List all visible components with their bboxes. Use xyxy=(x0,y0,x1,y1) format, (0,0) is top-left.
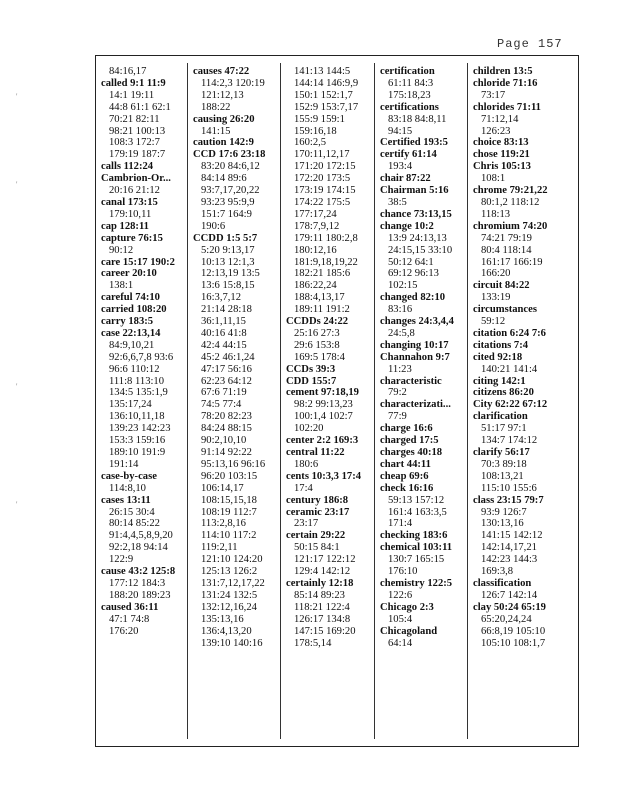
index-page-refs: 181:9,18,19,22 xyxy=(294,256,358,268)
index-term: cited 92:18 xyxy=(473,351,523,363)
index-page-refs: 12:13,19 13:5 xyxy=(201,268,260,280)
index-page-refs: 122:6 xyxy=(388,589,413,601)
index-page-refs: 64:14 xyxy=(388,637,413,649)
index-page-refs: 119:2,11 xyxy=(201,542,238,554)
index-page-refs: 129:4 142:12 xyxy=(294,566,351,578)
index-page-refs: 130:13,16 xyxy=(481,518,524,530)
index-term: changes 24:3,4,4 xyxy=(380,316,454,328)
index-term: citations 7:4 xyxy=(473,339,529,351)
index-page-refs: 84:16,17 xyxy=(109,66,147,77)
index-page-refs: 40:16 41:8 xyxy=(201,327,247,339)
index-page-refs: 84:14 89:6 xyxy=(201,173,247,185)
index-term: circuit 84:22 xyxy=(473,280,530,292)
index-page-refs: 21:14 28:18 xyxy=(201,304,252,316)
index-page-refs: 51:17 97:1 xyxy=(481,423,527,435)
index-page-refs: 62:23 64:12 xyxy=(201,375,252,387)
index-term: Certified 193:5 xyxy=(380,137,448,149)
index-term: checking 183:6 xyxy=(380,530,448,542)
index-page-refs: 106:14,17 xyxy=(201,482,244,494)
index-page-refs: 142:23 144:3 xyxy=(481,554,538,566)
index-page-refs: 126:7 142:14 xyxy=(481,589,538,601)
index-page-refs: 180:6 xyxy=(294,458,319,470)
index-page-refs: 140:21 141:4 xyxy=(481,363,538,375)
index-term: ceramic 23:17 xyxy=(286,506,350,518)
index-page-refs: 161:4 163:3,5 xyxy=(388,506,447,518)
index-term: certification xyxy=(380,66,435,77)
index-page-refs: 102:20 xyxy=(294,423,324,435)
index-page-refs: 29:6 153:8 xyxy=(294,339,340,351)
index-page-refs: 170:11,12,17 xyxy=(294,149,350,161)
index-page-refs: 153:3 159:16 xyxy=(109,435,166,447)
index-term: cement 97:18,19 xyxy=(286,387,359,399)
index-page-refs: 160:2,5 xyxy=(294,137,327,149)
index-page-refs: 24:5,8 xyxy=(388,327,415,339)
index-page-refs: 131:7,12,17,22 xyxy=(201,577,265,589)
index-term: charge 16:6 xyxy=(380,423,433,435)
index-page-refs: 178:5,14 xyxy=(294,637,332,649)
index-page-refs: 95:13,16 96:16 xyxy=(201,458,266,470)
index-page-refs: 73:17 xyxy=(481,89,506,101)
margin-mark: ' xyxy=(16,500,18,509)
index-term: calls 112:24 xyxy=(101,161,154,173)
index-page-refs: 159:16,18 xyxy=(294,125,337,137)
index-page-refs: 59:13 157:12 xyxy=(388,494,445,506)
index-page-refs: 100:1,4 102:7 xyxy=(294,411,353,423)
index-page-refs: 71:12,14 xyxy=(481,113,519,125)
index-term: certain 29:22 xyxy=(286,530,346,542)
index-page-refs: 91:14 92:22 xyxy=(201,447,252,458)
index-page-refs: 138:1 xyxy=(109,280,134,292)
index-page-refs: 180:12,16 xyxy=(294,244,337,256)
index-page-refs: 133:19 xyxy=(481,292,511,304)
index-column-1 xyxy=(101,66,189,638)
index-page-refs: 79:2 xyxy=(388,387,407,399)
index-term: CCDs 39:3 xyxy=(286,363,336,375)
index-page-refs: 105:10 108:1,7 xyxy=(481,637,546,649)
index-page-refs: 69:12 96:13 xyxy=(388,268,439,280)
index-page-refs: 126:17 134:8 xyxy=(294,613,351,625)
index-page-refs: 11:23 xyxy=(388,363,412,375)
index-page-refs: 114:2,3 120:19 xyxy=(201,77,265,89)
index-page-refs: 111:8 113:10 xyxy=(109,375,165,387)
index-term: changed 82:10 xyxy=(380,292,446,304)
index-term: causes 47:22 xyxy=(193,66,250,77)
index-term: citizens 86:20 xyxy=(473,387,534,399)
index-term: class 23:15 79:7 xyxy=(473,494,544,506)
index-term: canal 173:15 xyxy=(101,196,158,208)
index-term: causing 26:20 xyxy=(193,113,255,125)
index-page-refs: 67:6 71:19 xyxy=(201,387,247,399)
index-page-refs: 135:13,16 xyxy=(201,613,244,625)
index-term: change 10:2 xyxy=(380,220,434,232)
index-page-refs: 134:5 135:1,9 xyxy=(109,387,168,399)
index-page-refs: 25:16 27:3 xyxy=(294,327,340,339)
index-page-refs: 47:17 56:16 xyxy=(201,363,252,375)
index-term: chose 119:21 xyxy=(473,149,530,161)
column-divider xyxy=(374,63,375,739)
index-page-refs: 169:5 178:4 xyxy=(294,351,345,363)
index-page-refs: 186:22,24 xyxy=(294,280,337,292)
index-term: cause 43:2 125:8 xyxy=(101,566,176,578)
index-page-refs: 17:4 xyxy=(294,482,313,494)
index-page-refs: 74:21 79:19 xyxy=(481,232,532,244)
index-page-refs: 10:13 12:1,3 xyxy=(201,256,255,268)
index-term: carried 108:20 xyxy=(101,304,167,316)
index-term: choice 83:13 xyxy=(473,137,529,149)
index-term: caused 36:11 xyxy=(101,601,159,613)
index-term: charged 17:5 xyxy=(380,435,439,447)
index-page-refs: 80:14 85:22 xyxy=(109,518,160,530)
index-page-refs: 177:12 184:3 xyxy=(109,577,166,589)
index-page-refs: 98:2 99:13,23 xyxy=(294,399,353,411)
index-term: Chairman 5:16 xyxy=(380,185,449,197)
index-page-refs: 182:21 185:6 xyxy=(294,268,351,280)
index-term: cases 13:11 xyxy=(101,494,151,506)
index-page-refs: 131:24 132:5 xyxy=(201,589,258,601)
margin-mark: ' xyxy=(16,382,18,391)
index-page-refs: 77:9 xyxy=(388,411,407,423)
index-page-refs: 115:10 155:6 xyxy=(481,482,537,494)
index-page-refs: 47:1 74:8 xyxy=(109,613,150,625)
index-column-3 xyxy=(286,66,374,649)
index-page-refs: 96:20 103:15 xyxy=(201,470,258,482)
index-page-refs: 166:20 xyxy=(481,268,511,280)
index-page-refs: 5:20 9:13,17 xyxy=(201,244,255,256)
index-page-refs: 189:10 191:9 xyxy=(109,447,166,458)
index-term: City 62:22 67:12 xyxy=(473,399,548,411)
index-page-refs: 70:3 89:18 xyxy=(481,458,527,470)
index-term: chair 87:22 xyxy=(380,173,431,185)
index-term: Cambrion-Or... xyxy=(101,173,171,185)
index-term: care 15:17 190:2 xyxy=(101,256,175,268)
index-page-refs: 141:13 144:5 xyxy=(294,66,351,77)
index-page-refs: 108:3 172:7 xyxy=(109,137,160,149)
index-page-refs: 132:12,16,24 xyxy=(201,601,257,613)
index-page-refs: 171:4 xyxy=(388,518,413,530)
index-page-refs: 91:4,4,5,8,9,20 xyxy=(109,530,173,542)
index-term: case 22:13,14 xyxy=(101,327,161,339)
index-page-refs: 122:9 xyxy=(109,554,134,566)
index-term: children 13:5 xyxy=(473,66,533,77)
index-term: clay 50:24 65:19 xyxy=(473,601,546,613)
index-page-refs: 50:15 84:1 xyxy=(294,542,340,554)
index-column-2 xyxy=(193,66,281,649)
index-term: citing 142:1 xyxy=(473,375,526,387)
index-page-refs: 141:15 xyxy=(201,125,231,137)
index-page-refs: 169:3,8 xyxy=(481,566,514,578)
page-title: Page 157 xyxy=(497,37,563,51)
index-page-refs: 135:17,24 xyxy=(109,399,152,411)
index-page-refs: 74:5 77:4 xyxy=(201,399,242,411)
index-page-refs: 172:20 173:5 xyxy=(294,173,351,185)
index-page-refs: 114:8,10 xyxy=(109,482,146,494)
index-term: central 11:22 xyxy=(286,447,345,458)
index-page-refs: 155:9 159:1 xyxy=(294,113,345,125)
index-page-refs: 171:20 172:15 xyxy=(294,161,356,173)
index-page-refs: 80:4 118:14 xyxy=(481,244,532,256)
index-page-refs: 151:7 164:9 xyxy=(201,208,252,220)
index-page-refs: 84:9,10,21 xyxy=(109,339,155,351)
index-page-refs: 125:13 126:2 xyxy=(201,566,258,578)
index-page-refs: 190:6 xyxy=(201,220,226,232)
index-page-refs: 94:15 xyxy=(388,125,413,137)
index-page-refs: 134:7 174:12 xyxy=(481,435,538,447)
index-page-refs: 139:23 142:23 xyxy=(109,423,171,435)
index-page-refs: 142:14,17,21 xyxy=(481,542,537,554)
index-term: case-by-case xyxy=(101,470,157,482)
index-page-refs: 193:4 xyxy=(388,161,413,173)
index-page-refs: 20:16 21:12 xyxy=(109,185,160,197)
index-term: careful 74:10 xyxy=(101,292,160,304)
index-page-refs: 80:1,2 118:12 xyxy=(481,196,540,208)
index-page-refs: 121:10 124:20 xyxy=(201,554,263,566)
index-page-refs: 83:20 84:6,12 xyxy=(201,161,260,173)
index-page-refs: 188:4,13,17 xyxy=(294,292,345,304)
index-term: CDD 155:7 xyxy=(286,375,337,387)
index-term: chance 73:13,15 xyxy=(380,208,452,220)
index-term: caution 142:9 xyxy=(193,137,254,149)
index-page-refs: 84:24 88:15 xyxy=(201,423,252,435)
index-term: chloride 71:16 xyxy=(473,77,538,89)
index-page-refs: 136:10,11,18 xyxy=(109,411,165,423)
index-column-5 xyxy=(473,66,561,649)
index-page-refs: 90:2,10,10 xyxy=(201,435,247,447)
index-page-refs: 85:14 89:23 xyxy=(294,589,345,601)
index-page-refs: 136:4,13,20 xyxy=(201,625,252,637)
index-page-refs: 78:20 82:23 xyxy=(201,411,252,423)
index-page-refs: 176:20 xyxy=(109,625,139,637)
index-term: cheap 69:6 xyxy=(380,470,429,482)
index-page-refs: 178:7,9,12 xyxy=(294,220,340,232)
index-page-refs: 13:9 24:13,13 xyxy=(388,232,447,244)
index-term: certainly 12:18 xyxy=(286,577,354,589)
index-term: cents 10:3,3 17:4 xyxy=(286,470,362,482)
index-term: chart 44:11 xyxy=(380,458,431,470)
index-page-refs: 113:2,8,16 xyxy=(201,518,246,530)
index-term: chrome 79:21,22 xyxy=(473,185,548,197)
index-term: CCDD 1:5 5:7 xyxy=(193,232,258,244)
index-term: characteristic xyxy=(380,375,442,387)
index-page-refs: 174:22 175:5 xyxy=(294,196,351,208)
index-page-refs: 108:13,21 xyxy=(481,470,524,482)
index-term: carry 183:5 xyxy=(101,316,154,328)
index-page-refs: 98:21 100:13 xyxy=(109,125,166,137)
index-page-refs: 152:9 153:7,17 xyxy=(294,101,359,113)
index-page-refs: 102:15 xyxy=(388,280,418,292)
index-page-refs: 139:10 140:16 xyxy=(201,637,263,649)
index-page-refs: 176:10 xyxy=(388,566,418,578)
index-page-refs: 118:21 122:4 xyxy=(294,601,350,613)
index-page-refs: 130:7 165:15 xyxy=(388,554,445,566)
index-page-refs: 93:9 126:7 xyxy=(481,506,527,518)
index-page-refs: 59:12 xyxy=(481,316,506,328)
index-page-refs: 121:12,13 xyxy=(201,89,244,101)
index-page-refs: 179:10,11 xyxy=(109,208,152,220)
index-term: classification xyxy=(473,577,532,589)
margin-mark: ' xyxy=(16,92,18,101)
index-term: Chris 105:13 xyxy=(473,161,531,173)
index-term: called 9:1 11:9 xyxy=(101,77,166,89)
index-term: charges 40:18 xyxy=(380,447,443,458)
index-page-refs: 16:3,7,12 xyxy=(201,292,242,304)
index-page-refs: 36:1,11,15 xyxy=(201,316,246,328)
index-page-refs: 188:20 189:23 xyxy=(109,589,171,601)
index-page-refs: 92:2,18 94:14 xyxy=(109,542,168,554)
index-term: characterizati... xyxy=(380,399,451,411)
index-term: capture 76:15 xyxy=(101,232,163,244)
index-page-refs: 61:11 84:3 xyxy=(388,77,434,89)
index-page-refs: 45:2 46:1,24 xyxy=(201,351,255,363)
index-page-refs: 118:13 xyxy=(481,208,511,220)
index-page-refs: 13:6 15:8,15 xyxy=(201,280,255,292)
index-column-4 xyxy=(380,66,468,649)
index-term: citation 6:24 7:6 xyxy=(473,327,546,339)
index-page-refs: 66:8,19 105:10 xyxy=(481,625,546,637)
index-page-refs: 108:19 112:7 xyxy=(201,506,257,518)
index-page-refs: 177:17,24 xyxy=(294,208,337,220)
index-term: Chicago 2:3 xyxy=(380,601,434,613)
index-term: clarification xyxy=(473,411,528,423)
index-page-refs: 42:4 44:15 xyxy=(201,339,247,351)
index-term: chemistry 122:5 xyxy=(380,577,453,589)
index-page-refs: 23:17 xyxy=(294,518,319,530)
index-page-refs: 92:6,6,7,8 93:6 xyxy=(109,351,174,363)
index-page-refs: 189:11 191:2 xyxy=(294,304,350,316)
index-page-refs: 114:10 117:2 xyxy=(201,530,257,542)
index-term: CCD 17:6 23:18 xyxy=(193,149,266,161)
index-page-refs: 70:21 82:11 xyxy=(109,113,160,125)
index-page-refs: 191:14 xyxy=(109,458,139,470)
index-page-refs: 83:16 xyxy=(388,304,413,316)
index-term: cap 128:11 xyxy=(101,220,149,232)
index-page-refs: 175:18,23 xyxy=(388,89,431,101)
index-page-refs: 147:15 169:20 xyxy=(294,625,356,637)
index-page-refs: 179:11 180:2,8 xyxy=(294,232,358,244)
index-page-refs: 83:18 84:8,11 xyxy=(388,113,447,125)
index-page-refs: 50:12 64:1 xyxy=(388,256,434,268)
index-page-refs: 105:4 xyxy=(388,613,413,625)
index-page-refs: 150:1 152:1,7 xyxy=(294,89,353,101)
index-term: chemical 103:11 xyxy=(380,542,453,554)
index-page-refs: 93:7,17,20,22 xyxy=(201,185,260,197)
index-page-refs: 141:15 142:12 xyxy=(481,530,543,542)
index-page-refs: 126:23 xyxy=(481,125,511,137)
index-term: CCDDs 24:22 xyxy=(286,316,349,328)
index-term: circumstances xyxy=(473,304,537,316)
index-term: center 2:2 169:3 xyxy=(286,435,359,447)
index-page-refs: 179:19 187:7 xyxy=(109,149,166,161)
index-term: certify 61:14 xyxy=(380,149,437,161)
index-page-refs: 188:22 xyxy=(201,101,231,113)
index-page-refs: 26:15 30:4 xyxy=(109,506,155,518)
index-page-refs: 108:1 xyxy=(481,173,506,185)
index-page-refs: 65:20,24,24 xyxy=(481,613,532,625)
index-term: career 20:10 xyxy=(101,268,157,280)
index-term: check 16:16 xyxy=(380,482,434,494)
index-term: certifications xyxy=(380,101,439,113)
index-page-refs: 14:1 19:11 xyxy=(109,89,155,101)
index-page-refs: 173:19 174:15 xyxy=(294,185,356,197)
index-page-refs: 24:15,15 33:10 xyxy=(388,244,453,256)
index-term: chlorides 71:11 xyxy=(473,101,541,113)
index-page-refs: 90:12 xyxy=(109,244,134,256)
index-term: chromium 74:20 xyxy=(473,220,548,232)
index-term: century 186:8 xyxy=(286,494,349,506)
margin-mark: ' xyxy=(16,180,18,189)
index-page-refs: 96:6 110:12 xyxy=(109,363,160,375)
index-page-refs: 144:14 146:9,9 xyxy=(294,77,359,89)
index-page-refs: 44:8 61:1 62:1 xyxy=(109,101,171,113)
index-page-refs: 108:15,15,18 xyxy=(201,494,257,506)
index-page-refs: 93:23 95:9,9 xyxy=(201,196,255,208)
index-term: Channahon 9:7 xyxy=(380,351,450,363)
index-page-refs: 161:17 166:19 xyxy=(481,256,543,268)
index-term: Chicagoland xyxy=(380,625,438,637)
index-term: changing 10:17 xyxy=(380,339,449,351)
index-page-refs: 38:5 xyxy=(388,196,407,208)
index-term: clarify 56:17 xyxy=(473,447,530,458)
index-page-refs: 121:17 122:12 xyxy=(294,554,356,566)
